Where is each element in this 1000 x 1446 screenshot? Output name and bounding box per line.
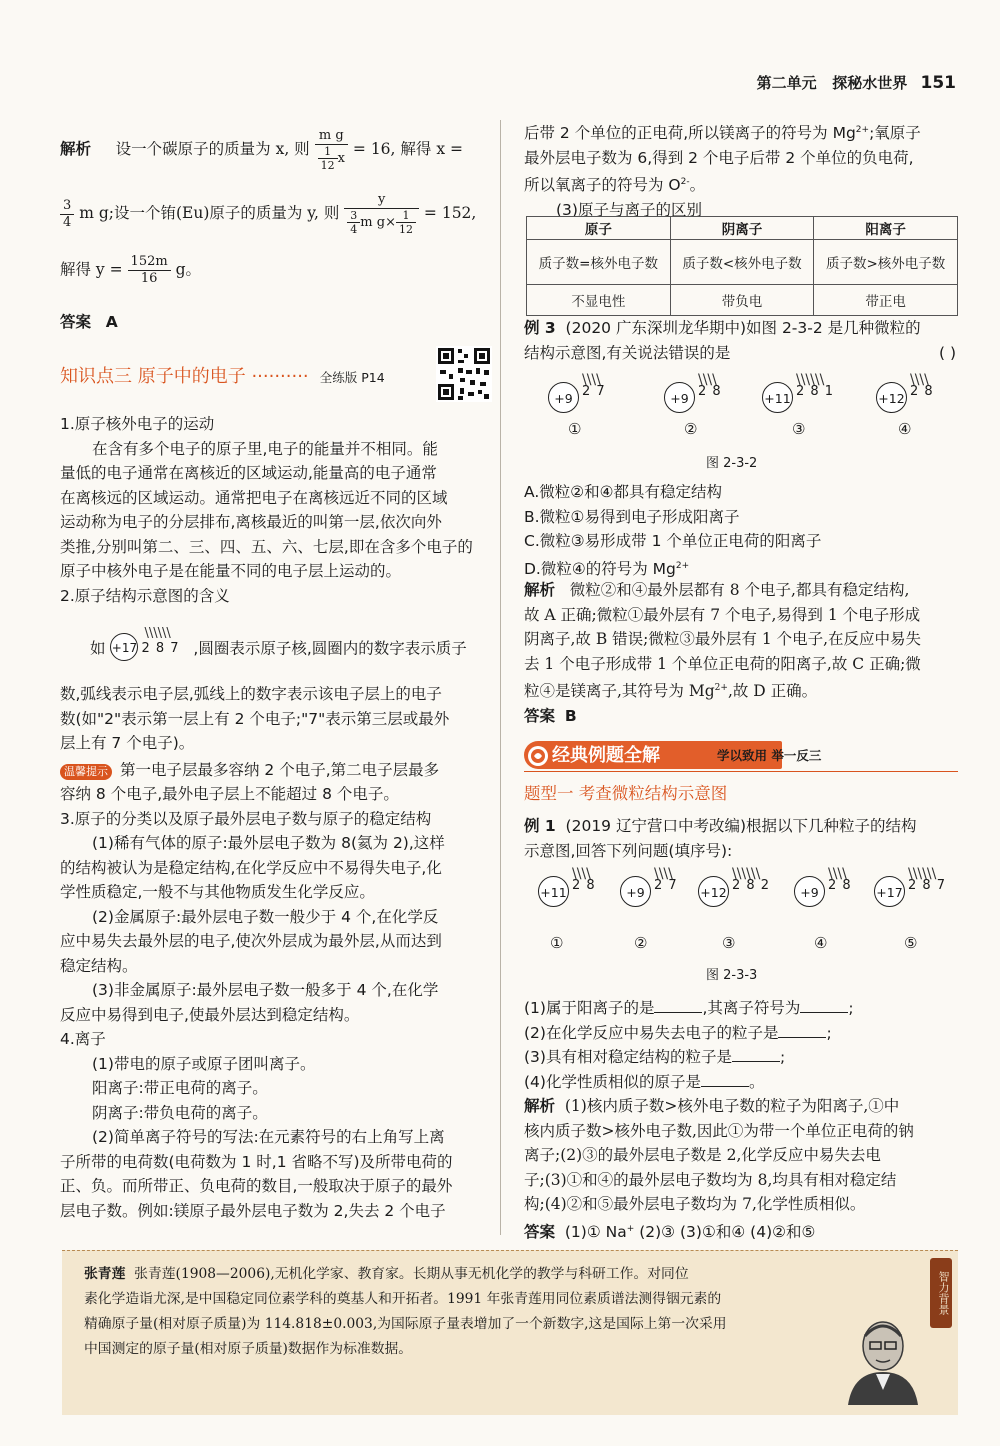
figure-caption: 图 2-3-2: [706, 456, 758, 471]
atom-diagram: +9 \\\\ 2 8 ②: [664, 382, 695, 413]
electron-shell-arcs: \\\\: [828, 866, 847, 882]
tip-badge: 温馨提示: [60, 764, 112, 780]
example-1: 例 1 (2019 辽宁营口中考改编)根据以下几种粒子的结构 示意图,回答下列问题(填序号):: [524, 817, 917, 860]
analysis-text: m g;设一个铕(Eu)原子的质量为 y, 则: [79, 204, 340, 222]
section-title: 3.原子的分类以及原子最外层电子数与原子的稳定结构: [60, 809, 432, 828]
answer-label: 答案: [524, 1222, 556, 1241]
banner-logo-icon: [528, 746, 548, 766]
fraction-3: y $\frac{3}{4}$ m g× $\frac{1}{12}$: [344, 192, 419, 236]
atom-diagram: +11 \\\\ 2 8 ①: [538, 876, 569, 907]
question-3: (3)具有相对稳定结构的粒子是 ;: [524, 1048, 786, 1066]
figure-2-3-2: [548, 372, 968, 442]
biography-text: 张青莲 张青莲(1908—2006),无机化学家、教育家。长期从事无机化学的教学与科研工作。对同位 素化学造诣尤深,是中国稳定同位素学科的奠基人和开拓者。1991 年张青莲用同位素质谱法测得铟元素的 精确原子量(相对原子质量)为 114.818±0.003,为国际原子量表增加了一个新数字,这是国际上第一次采用 中国测定的原子量(相对原子质量)数据作为标准数据。: [84, 1266, 727, 1357]
figure-2-3-3: [538, 866, 968, 952]
electron-shell-arcs: \\\\: [572, 866, 591, 882]
electron-shell-arcs: \\\\\\: [908, 866, 937, 882]
analysis-text: g。: [175, 260, 202, 279]
banner-title: 经典例题全解: [552, 745, 660, 766]
section-title: 4.离子: [60, 1030, 106, 1048]
example-3-analysis: 解析 微粒②和④最外层都有 8 个电子,都具有稳定结构, 故 A 正确;微粒①最外层有 7 个电子,易得到 1 个电子形成 阴离子,故 B 错误;微粒③最外层有 1 个电子,在反应中易失 去 1 个电子形成带 1 个单位正电荷的阳离子,故 C 正确;微 粒④是镁离子,其符号为 $Mg^{2+}$,故 D 正确。 答案 B: [524, 581, 922, 725]
analysis-1: [60, 128, 498, 287]
section-title: 1.原子核外电子的运动: [60, 415, 215, 433]
page-number: 151: [920, 73, 956, 93]
analysis-text: 设一个碳原子的质量为 x, 则: [115, 140, 310, 158]
section-title: (3)原子与离子的区别: [556, 200, 702, 219]
option-b: B.微粒①易得到电子形成阳离子: [524, 507, 740, 526]
answer-blank[interactable]: [732, 1047, 780, 1062]
atom-diagram: +17 2 8 7 \\\\\\: [110, 636, 188, 662]
electron-shell-arcs: \\\\: [698, 372, 717, 388]
analysis-label: 解析: [60, 140, 92, 158]
example-3: 例 3 (2020 广东深圳龙华期中)如图 2-3-2 是几种微粒的 结构示意图,有关说法错误的是 ( ): [524, 319, 956, 362]
atom-diagram: +9 \\\\ 2 8 ④: [794, 876, 825, 907]
atom-diagram: +9 \\\\ 2 7 ②: [620, 876, 651, 907]
figure-caption: 图 2-3-3: [706, 968, 758, 983]
example-label: 例 3: [524, 319, 556, 337]
example-label: 例 1: [524, 817, 556, 835]
analysis-text: 解得 y =: [60, 260, 123, 279]
portrait-image: [838, 1310, 928, 1405]
answer-value: B: [564, 706, 577, 725]
question-2: (2)在化学反应中易失去电子的粒子是 ;: [524, 1023, 832, 1042]
section-label: 探秘水世界: [832, 74, 908, 92]
answer-blank[interactable]: [800, 998, 848, 1013]
section-1: 1.原子核外电子的运动 在含有多个电子的原子里,电子的能量并不相同。能 量低的电子通常在离核近的区域运动,能量高的电子通常 在离核远的区域运动。通常把电子在离核远近不同的区域 运动称为电子的分层排布,离核最近的叫第一层,依次向外 类推,分别叫第二、三、四、五、六、七层,即在含多个电子的 原子中核外电子是在能量不同的电子层上运动的。 2.原子结构示意图的含义: [60, 412, 498, 608]
answer-label: 答案: [524, 706, 556, 725]
qr-code-icon[interactable]: [436, 346, 492, 402]
tip: 温馨提示 第一电子层最多容纳 2 个电子,第二电子层最多: [60, 758, 498, 783]
example-1-analysis: 解析 (1)核内质子数>核外电子数的粒子为阳离子,①中 核内质子数>核外电子数,因此①为带一个单位正电荷的钠 离子;(2)③的最外层电子数是 2,化学反应中易失去电 子;(3)①和④的最外层电子数均为 8,均具有相对稳定结 构;(4)②和⑤最外层电子数均为 7,化学性质相似。 答案 (1)① Na+ (2)③ (3)①和④ (4)②和⑤: [524, 1097, 914, 1241]
option-c: C.微粒③易形成带 1 个单位正电荷的阳离子: [524, 532, 822, 550]
table-row: 不显电性 带负电 带正电: [527, 285, 958, 316]
inline-atom-example: 如 +17 2 8 7 \\\\\\ ,圆圈表示原子核,圆圈内的数字表示质子: [90, 636, 500, 666]
atom-diagram: +11 \\\\\\ 2 8 1 ③: [762, 382, 793, 413]
banner-underline: [524, 771, 958, 772]
page-header: [757, 72, 956, 93]
unit-label: 第二单元: [756, 74, 817, 92]
question-type-title: 题型一 考查微粒结构示意图: [524, 784, 728, 803]
electron-shell-arcs: \\\\\\: [732, 866, 761, 882]
electron-shell-arcs: \\\\\\: [796, 372, 825, 388]
atom-diagram: +12 \\\\\\ 2 8 2 ③: [698, 876, 729, 907]
biography-name: 张青莲: [84, 1266, 126, 1282]
question-1: (1)属于阳离子的是 ,其离子符号为 ;: [524, 999, 854, 1017]
section-2-body: 数,弧线表示电子层,弧线上的数字表示该电子层上的电子 数(如"2"表示第一层上有 2 个电子;"7"表示第三层或最外 层上有 7 个电子)。 温馨提示 第一电子层最多容纳 2 个电子,第二电子层最多 容纳 8 个电子,最外电子层上不能超过 8 个电子。 3.原子的分类以及原子最外层电子数与原子的稳定结构 (1)稀有气体的原子:最外层电子数为 8(氦为 2),这样 的结构被认为是稳定结构,在化学反应中不易得失电子,化 学性质稳定,一般不与其他物质发生化学反应。 (2)金属原子:最外层电子数一般少于 4 个,在化学反 应中易失去最外层的电子,使次外层成为最外层,从而达到 稳定结构。 (3)非金属原子:最外层电子数一般多于 4 个,在化学 反应中易得到电子,使最外层达到稳定结构。 4.离子 (1)带电的原子或原子团叫离子。 阳离子:带正电荷的离子。 阴离子:带负电荷的离子。 (2)简单离子符号的写法:在元素符号的右上角写上离 子所带的电荷数(电荷数为 1 时,1 省略不写)及所带电荷的 正、负。而所带正、负电荷的数目,一般取决于原子的最外 层电子数。例如:镁原子最外层电子数为 2,失去 2 个电子: [60, 682, 498, 1223]
column-divider: [500, 120, 501, 1235]
electron-shell-arcs: \\\\: [654, 866, 673, 882]
paragraph: 在含有多个电子的原子里,电子的能量并不相同。能: [92, 439, 438, 458]
table-row: 质子数=核外电子数 质子数<核外电子数 质子数>核外电子数: [527, 240, 958, 285]
electron-shell-arcs: \\\\\\: [144, 626, 171, 641]
analysis-text: = 16, 解得 x =: [352, 140, 463, 158]
fraction-2: $\frac{3}{4}$: [60, 198, 74, 231]
electron-shell-arcs: \\\\: [582, 372, 601, 388]
answer-blank[interactable]: [654, 998, 702, 1013]
background-badge: 智力背景: [930, 1258, 952, 1328]
atom-diagram: +9 \\\\ 2 7 ①: [548, 382, 579, 413]
right-continued: 后带 2 个单位的正电荷,所以镁离子的符号为 $Mg^{2+}$;氧原子 最外层电子数为 6,得到 2 个电子后带 2 个单位的负电荷, 所以氧离子的符号为 $O^{2-}$。 (3)原子与离子的区别: [524, 118, 964, 222]
atom-diagram: +12 \\\\ 2 8 ④: [876, 382, 907, 413]
knowledge-point-ref: 全练版 P14: [319, 370, 385, 385]
example-3-options: [524, 480, 964, 581]
analysis-label: 解析: [524, 1097, 556, 1115]
answer-blank[interactable]: [778, 1023, 826, 1038]
table-header-row: 原子 阴离子 阳离子: [527, 217, 958, 240]
knowledge-point-title: 知识点三 原子中的电子 ··········: [60, 366, 309, 387]
answer-label: 答案: [60, 313, 92, 331]
knowledge-point-heading: [60, 362, 492, 392]
banner-subtitle: 学以致用 举一反三: [717, 748, 822, 763]
example-1-questions: [524, 996, 964, 1094]
electron-shell-arcs: \\\\: [910, 372, 929, 388]
fraction-1: m g $\frac{1}{12}$ x: [315, 128, 348, 172]
answer-blank[interactable]: [701, 1072, 749, 1087]
atom-ion-comparison-table: [526, 216, 958, 316]
answer-1: [60, 310, 118, 335]
atom-diagram: +17 \\\\\\ 2 8 7 ⑤: [874, 876, 905, 907]
section-title: 2.原子结构示意图的含义: [60, 586, 230, 605]
answer-value: A: [105, 313, 118, 331]
option-a: A.微粒②和④都具有稳定结构: [524, 483, 723, 501]
analysis-label: 解析: [524, 581, 556, 599]
fraction-4: $\frac{152m}{16}$: [128, 254, 171, 287]
option-d: D.微粒④的符号为 $Mg^{2+}$: [524, 559, 690, 578]
question-4: (4)化学性质相似的原子是 。: [524, 1072, 765, 1091]
answer-value: (1)① Na: [564, 1222, 627, 1241]
analysis-text: = 152,: [423, 204, 477, 222]
